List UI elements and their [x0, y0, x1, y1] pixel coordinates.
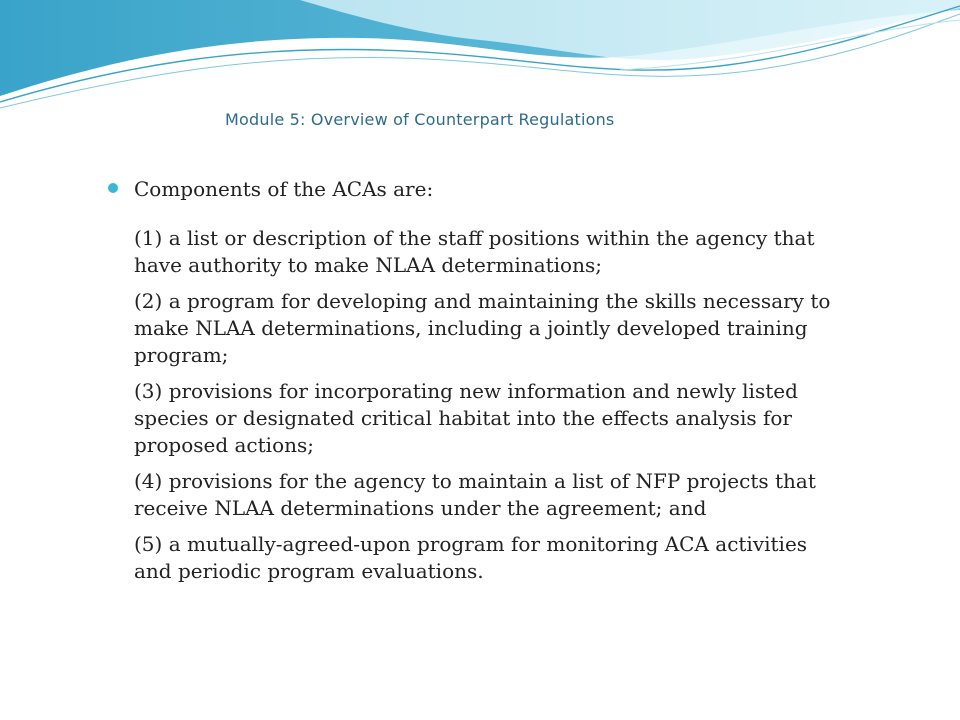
bullet-dot-icon	[108, 183, 118, 193]
list-item: (3) provisions for incorporating new information and newly listed species or designated critical habitat into the effects analysis for proposed actions;	[134, 379, 798, 457]
list-item: (4) provisions for the agency to maintain a list of NFP projects that receive NLAA determinations under the agreement; and	[134, 469, 816, 520]
slide-body	[108, 176, 848, 594]
list-item: (2) a program for developing and maintaining the skills necessary to make NLAA determinations, including a jointly developed training program;	[134, 289, 831, 367]
list-item: (1) a list or description of the staff positions within the agency that have authority to make NLAA determinations;	[134, 226, 815, 277]
list-item: (5) a mutually-agreed-upon program for monitoring ACA activities and periodic program evaluations.	[134, 532, 808, 583]
bullet-heading: Components of the ACAs are:	[134, 177, 434, 201]
slide-title: Module 5: Overview of Counterpart Regulations	[225, 110, 615, 129]
bullet-point	[108, 176, 848, 585]
